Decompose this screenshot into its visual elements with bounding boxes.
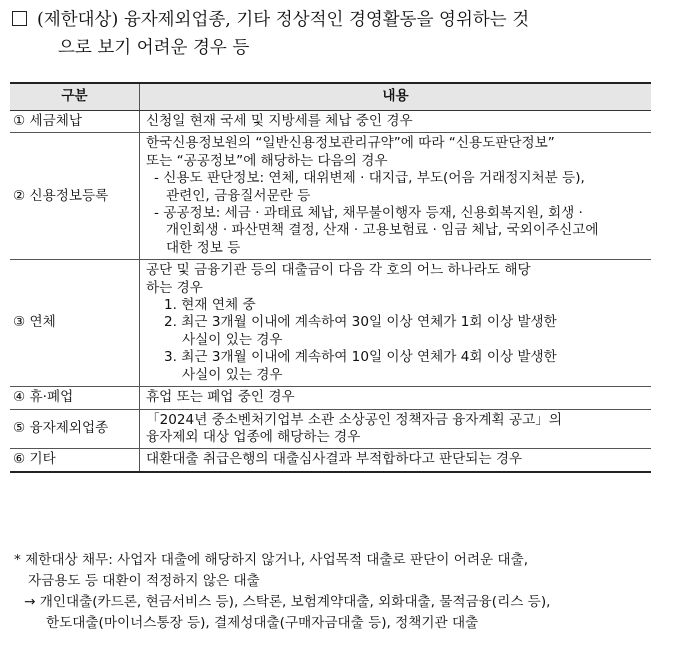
footnote-continuation: 자금용도 등 대환이 적정하지 않은 대출 — [28, 573, 260, 589]
restriction-table — [10, 82, 651, 473]
footnote-arrow-line: → 개인대출(카드론, 현금서비스 등), 스탁론, 보험계약대출, 외화대출, 물적금융(리스 등), — [24, 594, 551, 610]
bullet-line: - 신용도 판단정보: 연체, 대위변제 · 대지급, 부도(어음 거래정지처분 등), — [154, 170, 585, 187]
content-line: 또는 “공공정보”에 해당하는 다음의 경우 — [146, 152, 388, 169]
table-row — [10, 387, 651, 409]
content-line: 하는 경우 — [146, 279, 203, 296]
content-line: 공단 및 금융기관 등의 대출금이 다음 각 호의 어느 하나라도 해당 — [146, 262, 531, 279]
header-content: 내용 — [140, 83, 652, 111]
row-content — [140, 409, 652, 449]
table-row — [10, 409, 651, 449]
row-content — [140, 387, 652, 409]
row-content — [140, 133, 652, 260]
footnotes — [14, 550, 654, 634]
table-row — [10, 133, 651, 260]
row-category: ⑥ 기타 — [10, 449, 140, 472]
numbered-item: 3. 최근 3개월 이내에 계속하여 10일 이상 연체가 4회 이상 발생한 — [164, 349, 557, 366]
bullet-continuation: 관련인, 금융질서문란 등 — [166, 187, 311, 204]
content-line: 「2024년 중소벤처기업부 소관 소상공인 정책자금 융자계획 공고」의 — [146, 411, 562, 428]
row-category: ② 신용정보등록 — [10, 133, 140, 260]
table-row — [10, 260, 651, 387]
row-category: ④ 휴·폐업 — [10, 387, 140, 409]
section-heading — [10, 6, 660, 62]
row-category: ③ 연체 — [10, 260, 140, 387]
footnote-arrow-continuation: 한도대출(마이너스통장 등), 결제성대출(구매자금대출 등), 정책기관 대출 — [46, 615, 479, 631]
numbered-item: 1. 현재 연체 중 — [164, 297, 256, 314]
content-line: 휴업 또는 폐업 중인 경우 — [146, 389, 295, 406]
numbered-continuation: 사실이 있는 경우 — [182, 366, 283, 383]
table-header-row — [10, 83, 651, 111]
heading-line-1 — [10, 6, 660, 34]
header-category: 구분 — [10, 83, 140, 111]
heading-text-1: (제한대상) 융자제외업종, 기타 정상적인 경영활동을 영위하는 것 — [37, 10, 530, 30]
row-category: ① 세금체납 — [10, 111, 140, 133]
footnote-line: * 제한대상 채무: 사업자 대출에 해당하지 않거나, 사업목적 대출로 판단이 어려운 대출, — [14, 552, 529, 568]
checkbox-icon — [12, 11, 27, 26]
table-row — [10, 449, 651, 472]
content-line: 대환대출 취급은행의 대출심사결과 부적합하다고 판단되는 경우 — [146, 451, 523, 468]
heading-line-2: 으로 보기 어려운 경우 등 — [58, 38, 250, 58]
row-content — [140, 111, 652, 133]
row-content — [140, 449, 652, 472]
content-line: 신청일 현재 국세 및 지방세를 체납 중인 경우 — [146, 113, 413, 129]
content-line: 한국신용정보원의 “일반신용정보관리규약”에 따라 “신용도판단정보” — [146, 135, 555, 152]
content-line: 융자제외 대상 업종에 해당하는 경우 — [146, 428, 361, 445]
bullet-line: - 공공정보: 세금 · 과태료 체납, 채무불이행자 등재, 신용회복지원, 회생 · — [154, 205, 583, 222]
bullet-continuation: 대한 정보 등 — [166, 239, 241, 256]
row-content — [140, 260, 652, 387]
table-row — [10, 111, 651, 133]
numbered-continuation: 사실이 있는 경우 — [182, 331, 283, 348]
row-category: ⑤ 융자제외업종 — [10, 409, 140, 449]
bullet-continuation: 개인회생 · 파산면책 결정, 산재 · 고용보험료 · 임금 체납, 국외이주신고에 — [166, 222, 599, 239]
numbered-item: 2. 최근 3개월 이내에 계속하여 30일 이상 연체가 1회 이상 발생한 — [164, 314, 557, 331]
